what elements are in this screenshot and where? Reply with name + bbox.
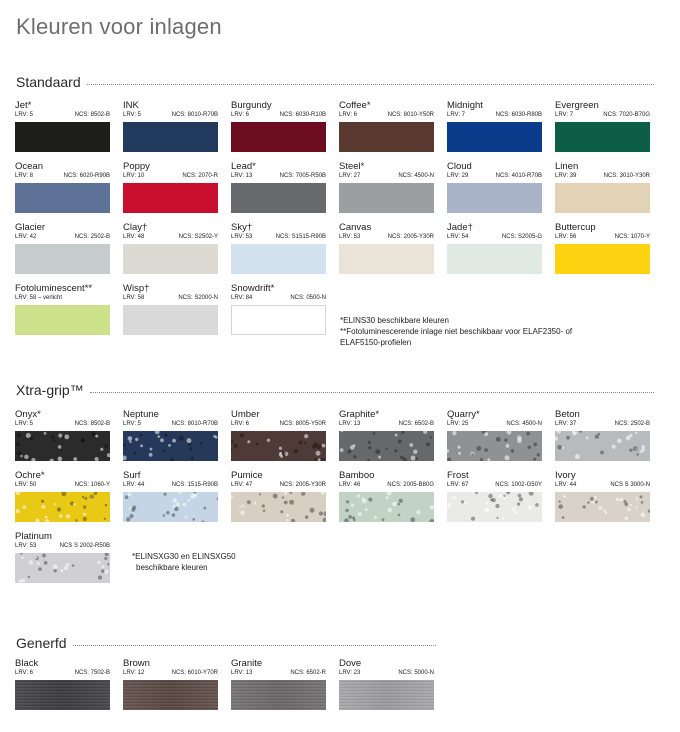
ncs-code: NCS S 3000-N <box>610 482 650 488</box>
lrv-value: LRV: 50 <box>15 482 37 488</box>
swatch-name: Neptune <box>123 409 159 420</box>
swatch-card <box>231 470 326 522</box>
swatch-codes <box>15 294 110 303</box>
swatch-card <box>15 531 110 583</box>
swatch-card <box>447 222 542 274</box>
color-swatch <box>231 244 326 274</box>
swatch-card <box>555 222 650 274</box>
swatch-codes <box>231 420 326 429</box>
swatch-codes <box>15 172 110 181</box>
standaard-footnotes <box>340 315 572 348</box>
swatch-codes <box>15 481 110 490</box>
lrv-value: LRV: 53 <box>15 543 37 549</box>
swatch-name: Ivory <box>555 470 576 481</box>
ncs-code: NCS: S2005-G <box>501 234 542 240</box>
lrv-value: LRV: 5 <box>15 112 34 118</box>
ncs-code: NCS: 8502-B <box>74 112 110 118</box>
lrv-value: LRV: 53 <box>339 234 361 240</box>
footnote-line: *ELINSXG30 en ELINSXG50 <box>132 552 236 561</box>
lrv-value: LRV: 25 <box>447 421 469 427</box>
ncs-code: NCS: 2070-R <box>182 173 218 179</box>
swatch-card <box>231 100 326 152</box>
color-swatch <box>447 492 542 522</box>
swatch-grid-xtra-grip <box>15 409 650 583</box>
lrv-value: LRV: 5 <box>123 421 142 427</box>
swatch-name: Poppy <box>123 161 150 172</box>
lrv-value: LRV: 54 <box>447 234 469 240</box>
ncs-code: NCS: 7502-B <box>74 670 110 676</box>
color-swatch <box>339 492 434 522</box>
ncs-code: NCS: S1515-R90B <box>275 234 326 240</box>
swatch-name: Burgundy <box>231 100 272 111</box>
swatch-card <box>231 161 326 213</box>
lrv-value: LRV: 58 <box>123 295 145 301</box>
ncs-code: NCS: 1060-Y <box>74 482 110 488</box>
lrv-value: LRV: 5 <box>123 112 142 118</box>
ncs-code: NCS: 8502-B <box>74 421 110 427</box>
swatch-grid-standaard <box>15 100 650 335</box>
color-swatch <box>555 431 650 461</box>
ncs-code: NCS: 1070-Y <box>614 234 650 240</box>
swatch-card <box>231 658 326 710</box>
color-swatch <box>15 431 110 461</box>
swatch-name: Dove <box>339 658 362 669</box>
swatch-card <box>339 222 434 274</box>
swatch-card <box>123 409 218 461</box>
ncs-code: NCS: 0500-N <box>290 295 326 301</box>
swatch-name: Midnight <box>447 100 483 111</box>
lrv-value: LRV: 84 <box>231 295 253 301</box>
swatch-codes <box>339 172 434 181</box>
swatch-name: Granite <box>231 658 263 669</box>
color-swatch <box>123 431 218 461</box>
color-swatch <box>15 183 110 213</box>
section-title: Generfd <box>16 635 67 651</box>
swatch-codes <box>231 111 326 120</box>
swatch-name: Sky† <box>231 222 253 233</box>
swatch-name: Frost <box>447 470 469 481</box>
swatch-codes <box>555 420 650 429</box>
color-swatch <box>123 183 218 213</box>
swatch-card <box>339 470 434 522</box>
ncs-code: NCS: 2502-B <box>614 421 650 427</box>
color-swatch <box>555 244 650 274</box>
ncs-code: NCS: 8010-R70B <box>171 421 218 427</box>
ncs-code: NCS: 6010-Y70R <box>171 670 218 676</box>
swatch-card <box>555 100 650 152</box>
lrv-value: LRV: 12 <box>123 670 145 676</box>
color-swatch <box>15 122 110 152</box>
swatch-card <box>447 470 542 522</box>
ncs-code: NCS: 1002-G50Y <box>495 482 542 488</box>
ncs-code: NCS: 4500-N <box>398 173 434 179</box>
lrv-value: LRV: 58 – verlicht <box>15 295 63 301</box>
swatch-name: Ochre* <box>15 470 45 481</box>
swatch-codes <box>231 172 326 181</box>
swatch-card <box>555 409 650 461</box>
lrv-value: LRV: 6 <box>15 670 34 676</box>
swatch-name: Ocean <box>15 161 43 172</box>
swatch-codes <box>231 233 326 242</box>
lrv-value: LRV: 23 <box>339 670 361 676</box>
ncs-code: NCS: 6502-R <box>290 670 326 676</box>
color-swatch <box>555 183 650 213</box>
ncs-code: NCS: 1515-R90B <box>171 482 218 488</box>
swatch-codes <box>555 172 650 181</box>
swatch-name: Beton <box>555 409 580 420</box>
color-swatch <box>555 122 650 152</box>
lrv-value: LRV: 44 <box>555 482 577 488</box>
swatch-codes <box>15 542 110 551</box>
swatch-name: Brown <box>123 658 150 669</box>
swatch-card <box>339 409 434 461</box>
swatch-codes <box>447 233 542 242</box>
swatch-name: Clay† <box>123 222 148 233</box>
swatch-card <box>339 100 434 152</box>
swatch-card <box>231 283 326 335</box>
swatch-card <box>15 658 110 710</box>
swatch-card <box>15 470 110 522</box>
swatch-name: Canvas <box>339 222 372 233</box>
ncs-code: NCS: 8010-Y50R <box>387 112 434 118</box>
swatch-name: Pumice <box>231 470 263 481</box>
ncs-code: NCS: 6030-R80B <box>495 112 542 118</box>
swatch-name: Wisp† <box>123 283 150 294</box>
ncs-code: NCS: 6020-R90B <box>63 173 110 179</box>
swatch-card <box>123 658 218 710</box>
color-swatch <box>15 680 110 710</box>
swatch-card <box>123 100 218 152</box>
section-heading-standaard <box>16 72 654 92</box>
ncs-code: NCS: 3010-Y30R <box>603 173 650 179</box>
swatch-codes <box>123 481 218 490</box>
color-swatch <box>447 244 542 274</box>
footnote-line: beschikbare kleuren <box>136 563 208 572</box>
lrv-value: LRV: 13 <box>231 670 253 676</box>
swatch-name: Snowdrift* <box>231 283 275 294</box>
swatch-codes <box>123 669 218 678</box>
swatch-name: Glacier <box>15 222 46 233</box>
lrv-value: LRV: 48 <box>123 234 145 240</box>
lrv-value: LRV: 13 <box>231 173 253 179</box>
color-swatch <box>231 183 326 213</box>
lrv-value: LRV: 5 <box>15 421 34 427</box>
swatch-name: Jet* <box>15 100 32 111</box>
swatch-codes <box>339 669 434 678</box>
swatch-card <box>447 161 542 213</box>
swatch-card <box>555 161 650 213</box>
lrv-value: LRV: 37 <box>555 421 577 427</box>
color-swatch <box>231 492 326 522</box>
ncs-code: NCS: S2502-Y <box>178 234 218 240</box>
swatch-card <box>123 283 218 335</box>
ncs-code: NCS: 5000-N <box>398 670 434 676</box>
page-title: Kleuren voor inlagen <box>16 14 222 39</box>
lrv-value: LRV: 6 <box>339 112 358 118</box>
swatch-codes <box>339 420 434 429</box>
swatch-card <box>123 161 218 213</box>
swatch-card <box>15 409 110 461</box>
lrv-value: LRV: 44 <box>123 482 145 488</box>
lrv-value: LRV: 47 <box>231 482 253 488</box>
swatch-name: Coffee* <box>339 100 371 111</box>
ncs-code: NCS: S2000-N <box>178 295 218 301</box>
swatch-codes <box>447 481 542 490</box>
ncs-code: NCS: 8005-Y50R <box>279 421 326 427</box>
color-swatch <box>339 431 434 461</box>
xtra-grip-footnotes <box>132 551 236 573</box>
swatch-codes <box>447 172 542 181</box>
swatch-codes <box>123 233 218 242</box>
lrv-value: LRV: 27 <box>339 173 361 179</box>
swatch-card <box>231 222 326 274</box>
dotted-divider <box>73 645 436 646</box>
swatch-card <box>15 222 110 274</box>
color-swatch <box>447 183 542 213</box>
swatch-card <box>123 470 218 522</box>
ncs-code: NCS: 6502-B <box>398 421 434 427</box>
dotted-divider <box>90 392 654 393</box>
swatch-name: Buttercup <box>555 222 596 233</box>
swatch-codes <box>339 233 434 242</box>
section-heading-generfd <box>16 633 436 653</box>
swatch-name: Cloud <box>447 161 472 172</box>
color-swatch <box>447 122 542 152</box>
swatch-name: Quarry* <box>447 409 480 420</box>
swatch-card <box>123 222 218 274</box>
ncs-code: NCS: 2005-Y30R <box>279 482 326 488</box>
section-title: Xtra-grip™ <box>16 382 84 398</box>
color-swatch <box>123 122 218 152</box>
color-swatch <box>447 431 542 461</box>
swatch-codes <box>339 111 434 120</box>
swatch-card <box>231 409 326 461</box>
swatch-codes <box>231 481 326 490</box>
swatch-name: Lead* <box>231 161 256 172</box>
swatch-card <box>555 470 650 522</box>
lrv-value: LRV: 6 <box>231 421 250 427</box>
swatch-codes <box>15 669 110 678</box>
ncs-code: NCS: 7020-B70G <box>603 112 650 118</box>
swatch-codes <box>555 111 650 120</box>
swatch-codes <box>339 481 434 490</box>
swatch-name: Platinum <box>15 531 52 542</box>
swatch-card <box>15 161 110 213</box>
color-swatch <box>15 305 110 335</box>
swatch-codes <box>15 420 110 429</box>
swatch-name: Bamboo <box>339 470 375 481</box>
swatch-card <box>447 100 542 152</box>
color-swatch <box>339 680 434 710</box>
swatch-card <box>447 409 542 461</box>
footnote-line: *ELINS30 beschikbare kleuren <box>340 316 449 325</box>
lrv-value: LRV: 13 <box>339 421 361 427</box>
lrv-value: LRV: 29 <box>447 173 469 179</box>
swatch-codes <box>15 111 110 120</box>
lrv-value: LRV: 53 <box>231 234 253 240</box>
lrv-value: LRV: 7 <box>447 112 466 118</box>
color-swatch <box>123 244 218 274</box>
lrv-value: LRV: 10 <box>123 173 145 179</box>
color-swatch <box>231 305 326 335</box>
swatch-codes <box>555 233 650 242</box>
swatch-card <box>339 658 434 710</box>
swatch-codes <box>555 481 650 490</box>
color-swatch <box>15 492 110 522</box>
color-swatch <box>15 553 110 583</box>
lrv-value: LRV: 39 <box>555 173 577 179</box>
lrv-value: LRV: 56 <box>555 234 577 240</box>
color-swatch <box>123 492 218 522</box>
lrv-value: LRV: 7 <box>555 112 574 118</box>
dotted-divider <box>87 84 654 85</box>
swatch-name: Graphite* <box>339 409 380 420</box>
color-swatch <box>231 680 326 710</box>
swatch-codes <box>231 669 326 678</box>
ncs-code: NCS: 6030-R10B <box>279 112 326 118</box>
ncs-code: NCS: 2502-B <box>74 234 110 240</box>
section-heading-xtra-grip <box>16 380 654 400</box>
lrv-value: LRV: 42 <box>15 234 37 240</box>
swatch-codes <box>123 172 218 181</box>
ncs-code: NCS: 7005-R50B <box>279 173 326 179</box>
ncs-code: NCS S 2002-R50B <box>59 543 110 549</box>
color-swatch <box>15 244 110 274</box>
color-swatch <box>339 183 434 213</box>
ncs-code: NCS: 2005-B80G <box>387 482 434 488</box>
swatch-codes <box>15 233 110 242</box>
swatch-name: Onyx* <box>15 409 41 420</box>
color-swatch <box>555 492 650 522</box>
color-swatch <box>339 244 434 274</box>
ncs-code: NCS: 4500-N <box>506 421 542 427</box>
color-swatch <box>123 305 218 335</box>
swatch-name: INK <box>123 100 139 111</box>
color-swatch <box>231 122 326 152</box>
swatch-card <box>15 283 110 335</box>
color-swatch <box>123 680 218 710</box>
color-swatch <box>339 122 434 152</box>
swatch-name: Evergreen <box>555 100 599 111</box>
swatch-card <box>15 100 110 152</box>
swatch-codes <box>123 294 218 303</box>
lrv-value: LRV: 8 <box>15 173 34 179</box>
swatch-name: Linen <box>555 161 579 172</box>
swatch-grid-generfd <box>15 658 650 710</box>
footnote-line: ELAF5150-profielen <box>340 338 412 347</box>
swatch-name: Fotoluminescent** <box>15 283 93 294</box>
swatch-name: Steel* <box>339 161 365 172</box>
ncs-code: NCS: 4010-R70B <box>495 173 542 179</box>
lrv-value: LRV: 67 <box>447 482 469 488</box>
section-title: Standaard <box>16 74 81 90</box>
ncs-code: NCS: 2005-Y30R <box>387 234 434 240</box>
lrv-value: LRV: 6 <box>231 112 250 118</box>
swatch-codes <box>231 294 326 303</box>
swatch-codes <box>447 111 542 120</box>
footnote-line: **Fotoluminescerende inlage niet beschikbaar voor ELAF2350- of <box>340 327 573 336</box>
swatch-name: Surf <box>123 470 141 481</box>
lrv-value: LRV: 46 <box>339 482 361 488</box>
swatch-name: Black <box>15 658 39 669</box>
swatch-card <box>339 161 434 213</box>
ncs-code: NCS: 8010-R70B <box>171 112 218 118</box>
swatch-name: Umber <box>231 409 260 420</box>
swatch-name: Jade† <box>447 222 473 233</box>
color-swatch <box>231 431 326 461</box>
swatch-codes <box>123 111 218 120</box>
swatch-codes <box>123 420 218 429</box>
swatch-codes <box>447 420 542 429</box>
